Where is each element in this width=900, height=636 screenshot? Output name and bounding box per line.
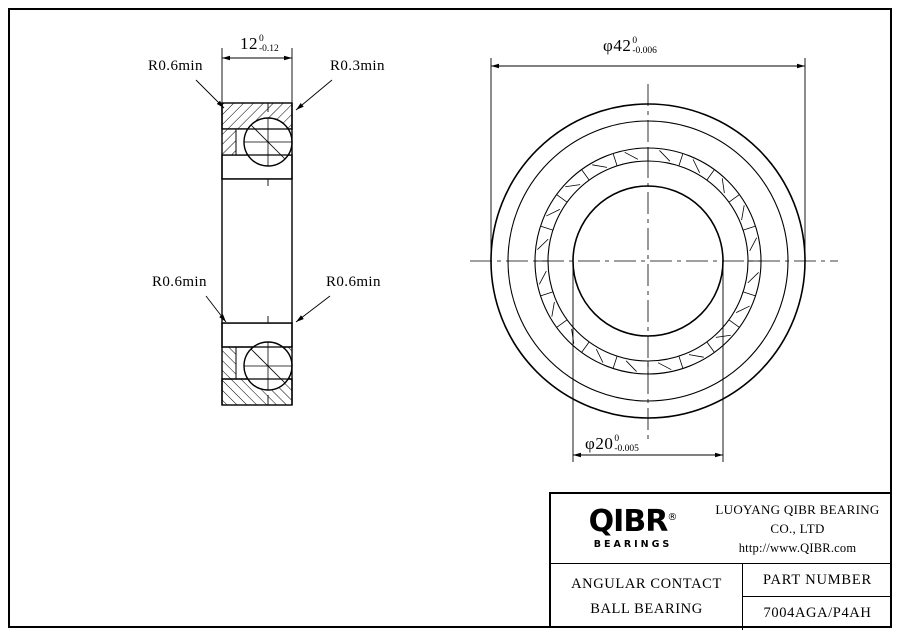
title-block <box>549 492 892 628</box>
dimension-bore-diameter <box>585 434 639 455</box>
dimension-width-tol-upper: 0 <box>259 34 264 45</box>
dimension-bore-symbol: φ <box>585 434 596 453</box>
dimension-bore-tolerance <box>614 435 639 455</box>
logo-brand: QIBR <box>588 504 668 539</box>
product-description-line2: BALL BEARING <box>590 601 703 617</box>
dimension-width-value: 12 <box>240 34 258 53</box>
dimension-bore-tol-lower: -0.005 <box>614 444 639 455</box>
dimension-od-symbol: φ <box>603 36 614 55</box>
part-number-value: 7004AGA/P4AH <box>763 605 872 621</box>
logo-tagline: BEARINGS <box>593 539 673 550</box>
part-number-label: PART NUMBER <box>743 564 892 597</box>
registered-trademark-icon: ® <box>667 512 678 523</box>
dimension-od-value: 42 <box>613 36 632 55</box>
company-info <box>703 500 892 558</box>
dimension-width-tol-lower: -0.12 <box>259 44 279 55</box>
title-block-header <box>551 494 892 564</box>
company-website: http://www.QIBR.com <box>738 540 857 555</box>
annotation-r06-bottom-right: R0.6min <box>326 274 381 290</box>
dimension-width-line <box>222 48 292 103</box>
part-number-block <box>743 564 892 630</box>
center-lines <box>470 84 838 440</box>
dimension-od-tolerance <box>632 37 657 57</box>
dimension-outer-diameter <box>603 36 657 57</box>
product-description-line1: ANGULAR CONTACT <box>571 575 722 592</box>
dimension-width <box>240 34 279 55</box>
annotation-r03-top-right: R0.3min <box>330 58 385 74</box>
dimension-width-tolerance <box>259 35 279 55</box>
dimension-od-tol-lower: -0.006 <box>632 46 657 57</box>
section-view <box>222 103 292 405</box>
annotation-r06-bottom-left: R0.6min <box>152 274 207 290</box>
product-description <box>551 564 743 630</box>
company-name: LUOYANG QIBR BEARING CO., LTD <box>715 501 880 537</box>
title-block-body <box>551 564 892 630</box>
company-logo <box>551 504 703 550</box>
dimension-od-tol-upper: 0 <box>632 36 638 47</box>
dimension-bore-tol-upper: 0 <box>614 434 620 445</box>
logo-brand-text <box>588 504 678 539</box>
annotation-r06-top-left: R0.6min <box>148 58 203 74</box>
dimension-bore-value: 20 <box>595 434 614 453</box>
